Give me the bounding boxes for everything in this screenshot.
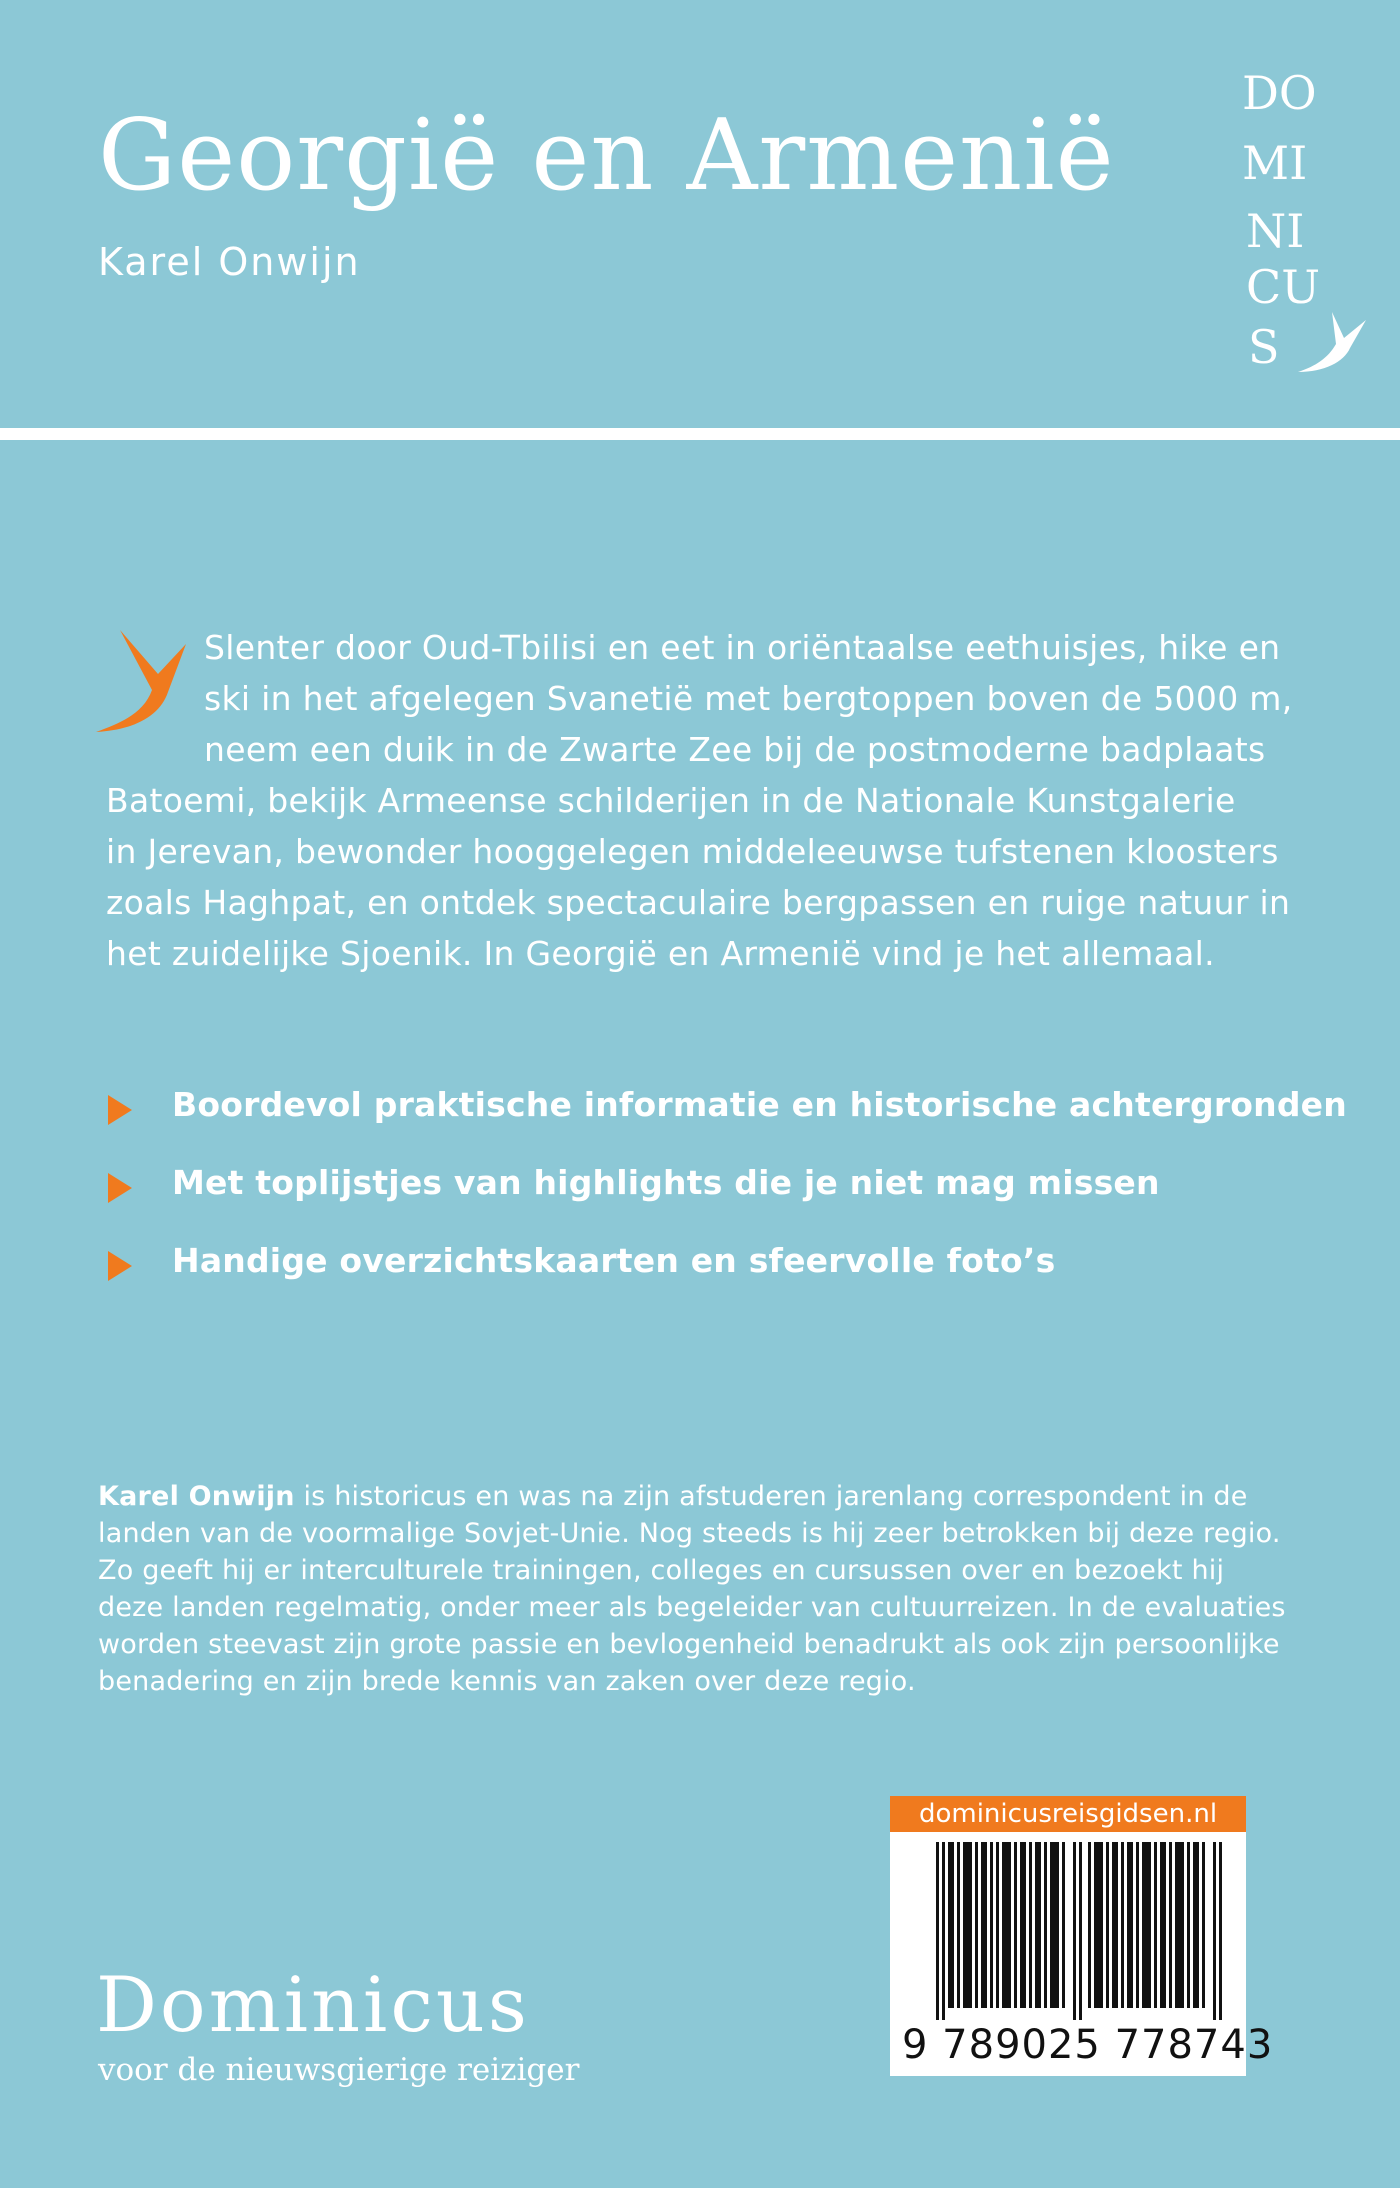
feature-text: Boordevol praktische informatie en historische achtergronden <box>172 1085 1347 1124</box>
author-bio <box>98 1478 1286 1700</box>
bio-line: deze landen regelmatig, onder meer als begeleider van cultuurreizen. In de evaluaties <box>98 1592 1286 1623</box>
blurb-line: neem een duik in de Zwarte Zee bij de postmoderne badplaats <box>204 730 1266 769</box>
feature-text: Met toplijstjes van highlights die je niet mag missen <box>172 1163 1160 1202</box>
bio-line <box>98 1478 1248 1515</box>
dominicus-logo <box>1238 68 1388 378</box>
bio-text: is historicus en was na zijn afstuderen jarenlang correspondent in de <box>294 1481 1248 1512</box>
publisher-name: Dominicus <box>96 1960 530 2049</box>
blurb-text <box>106 622 1293 979</box>
feature-item <box>100 1085 1347 1163</box>
book-author: Karel Onwijn <box>98 240 361 284</box>
blurb-line: Batoemi, bekijk Armeense schilderijen in de Nationale Kunstgalerie <box>106 781 1236 820</box>
blurb-line: ski in het afgelegen Svanetië met bergtoppen boven de 5000 m, <box>204 679 1293 718</box>
logo-row-3: NI <box>1246 204 1305 258</box>
feature-item <box>100 1241 1300 1319</box>
book-title: Georgië en Armenië <box>98 99 1115 213</box>
header-divider <box>0 428 1400 440</box>
bullet-triangle-icon <box>108 1095 132 1125</box>
bio-line: Zo geeft hij er interculturele trainingen, colleges en cursussen over en bezoekt hij <box>98 1555 1225 1586</box>
feature-item <box>100 1163 1300 1241</box>
isbn-number: 9 789025 778743 <box>902 2022 1274 2068</box>
bullet-triangle-icon <box>108 1173 132 1203</box>
blurb-line: Slenter door Oud-Tbilisi en eet in oriëntaalse eethuisjes, hike en <box>204 628 1281 667</box>
blurb-line: in Jerevan, bewonder hooggelegen middeleeuwse tufstenen kloosters <box>106 832 1279 871</box>
blurb-line: zoals Haghpat, en ontdek spectaculaire bergpassen en ruige natuur in <box>106 883 1291 922</box>
logo-row-2: MI <box>1242 136 1308 190</box>
feature-text: Handige overzichtskaarten en sfeervolle foto’s <box>172 1241 1056 1280</box>
bio-line: landen van de voormalige Sovjet-Unie. Nog steeds is hij zeer betrokken bij deze regio. <box>98 1518 1281 1549</box>
bio-line: worden steevast zijn grote passie en bevlogenheid benadrukt als ook zijn persoonlijke <box>98 1629 1280 1660</box>
blurb-line: het zuidelijke Sjoenik. In Georgië en Armenië vind je het allemaal. <box>106 934 1215 973</box>
website-url: dominicusreisgidsen.nl <box>890 1796 1246 1832</box>
bio-author-name: Karel Onwijn <box>98 1481 295 1512</box>
barcode <box>890 1832 1274 2076</box>
logo-row-1: DO <box>1242 66 1317 120</box>
bird-icon <box>1288 308 1372 380</box>
bio-line: benadering en zijn brede kennis van zaken over deze regio. <box>98 1666 916 1697</box>
logo-row-5: S <box>1248 320 1280 374</box>
barcode-bars <box>936 1842 1222 2020</box>
logo-row-4: CU <box>1246 260 1320 314</box>
feature-list <box>100 1085 1347 1319</box>
bullet-triangle-icon <box>108 1251 132 1281</box>
publisher-slogan: voor de nieuwsgierige reiziger <box>98 2052 580 2088</box>
